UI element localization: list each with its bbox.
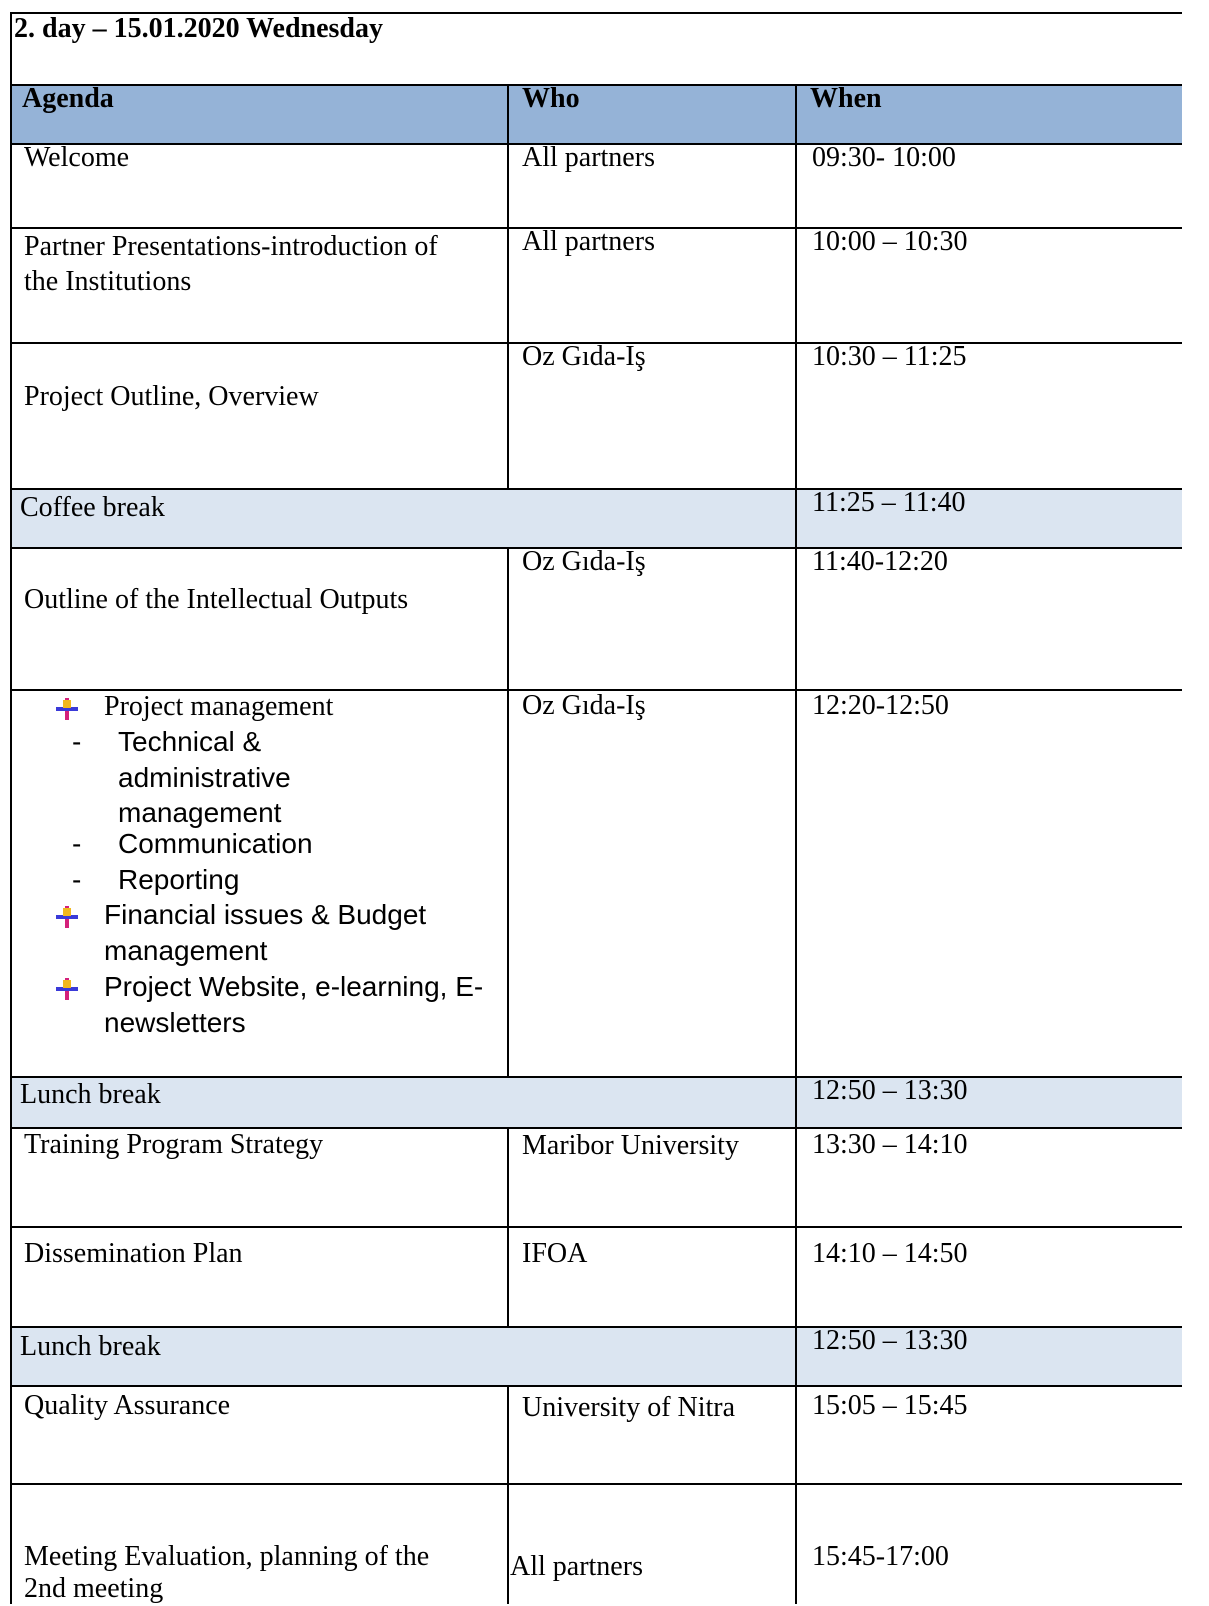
arrow-bullet-icon (56, 698, 78, 720)
column-header-who: Who (522, 83, 580, 114)
dash-marker: - (72, 726, 82, 757)
who-cell: All partners (522, 226, 655, 257)
sub-item-communication (72, 827, 313, 861)
page-title: 2. day – 15.01.2020 Wednesday (14, 13, 383, 44)
dash-marker: - (72, 864, 82, 895)
who-cell: All partners (522, 142, 655, 173)
sub-item-reporting (72, 863, 239, 897)
rule-col2 (795, 84, 797, 1604)
who-cell: Maribor University (522, 1130, 739, 1161)
sub-item-label: Reporting (118, 864, 240, 895)
break-label: Lunch break (20, 1331, 161, 1362)
list-item-financial (56, 897, 426, 933)
agenda-cell-line: Partner Presentations-introduction of (24, 231, 438, 262)
list-item-label: Project Website, e-learning, E- (104, 971, 484, 1002)
rule-col1-a (507, 84, 509, 490)
sub-item-technical (72, 725, 261, 759)
sub-item-continuation: administrative (118, 762, 291, 793)
rule-header-top (10, 84, 1182, 86)
agenda-cell: Quality Assurance (24, 1390, 231, 1421)
who-cell: IFOA (522, 1238, 588, 1269)
arrow-bullet-icon (56, 978, 78, 1000)
when-cell: 15:05 – 15:45 (812, 1390, 968, 1421)
when-cell: 15:45-17:00 (812, 1541, 949, 1572)
rule-row11 (10, 1483, 1182, 1485)
sub-item-label: Communication (118, 828, 313, 859)
rule-col1-b (507, 547, 509, 1078)
agenda-cell-line: 2nd meeting (24, 1573, 164, 1604)
when-cell: 12:20-12:50 (812, 690, 949, 721)
rule-col1-d (507, 1385, 509, 1604)
when-cell: 09:30- 10:00 (812, 142, 956, 173)
when-cell: 14:10 – 14:50 (812, 1238, 968, 1269)
dash-marker: - (72, 828, 82, 859)
who-cell: Oz Gıda-Iş (522, 690, 646, 721)
when-cell: 11:25 – 11:40 (812, 487, 966, 518)
agenda-cell-line: Meeting Evaluation, planning of the (24, 1541, 430, 1572)
list-item-label: Project management (104, 691, 334, 722)
coffee-break-fill (10, 490, 1182, 548)
lunch-break-fill-1 (10, 1078, 1182, 1128)
rule-row10 (10, 1385, 1182, 1387)
agenda-cell: Dissemination Plan (24, 1238, 243, 1269)
rule-left (10, 12, 12, 1604)
when-cell: 11:40-12:20 (812, 546, 948, 577)
agenda-cell: Project Outline, Overview (24, 381, 319, 412)
who-cell: Oz Gıda-Iş (522, 546, 646, 577)
who-cell: University of Nitra (522, 1392, 736, 1423)
arrow-bullet-icon (56, 906, 78, 928)
rule-col1-c (507, 1127, 509, 1328)
who-cell: All partners (510, 1551, 643, 1582)
agenda-cell-line: the Institutions (24, 266, 192, 297)
when-cell: 12:50 – 13:30 (812, 1325, 968, 1356)
sub-item-label: Technical & (118, 726, 262, 757)
when-cell: 10:00 – 10:30 (812, 226, 968, 257)
lunch-break-fill-2 (10, 1328, 1182, 1386)
list-item-website (56, 969, 483, 1005)
rule-row3 (10, 488, 1182, 490)
rule-row6 (10, 1076, 1182, 1078)
agenda-cell: Outline of the Intellectual Outputs (24, 584, 409, 615)
list-item-continuation: newsletters (104, 1007, 246, 1038)
header-row-fill (10, 86, 1182, 144)
break-label: Coffee break (20, 492, 165, 523)
rule-row9 (10, 1326, 1182, 1328)
list-item-continuation: management (104, 935, 268, 966)
when-cell: 13:30 – 14:10 (812, 1129, 968, 1160)
when-cell: 12:50 – 13:30 (812, 1075, 968, 1106)
agenda-cell: Training Program Strategy (24, 1129, 324, 1160)
list-item-project-management (56, 689, 333, 725)
agenda-cell: Welcome (24, 142, 130, 173)
list-item-label: Financial issues & Budget (104, 899, 427, 930)
column-header-when: When (810, 83, 882, 114)
column-header-agenda: Agenda (22, 83, 114, 114)
who-cell: Oz Gıda-Iş (522, 341, 646, 372)
when-cell: 10:30 – 11:25 (812, 341, 967, 372)
rule-row8 (10, 1226, 1182, 1228)
sub-item-continuation: management (118, 797, 282, 828)
break-label: Lunch break (20, 1079, 161, 1110)
